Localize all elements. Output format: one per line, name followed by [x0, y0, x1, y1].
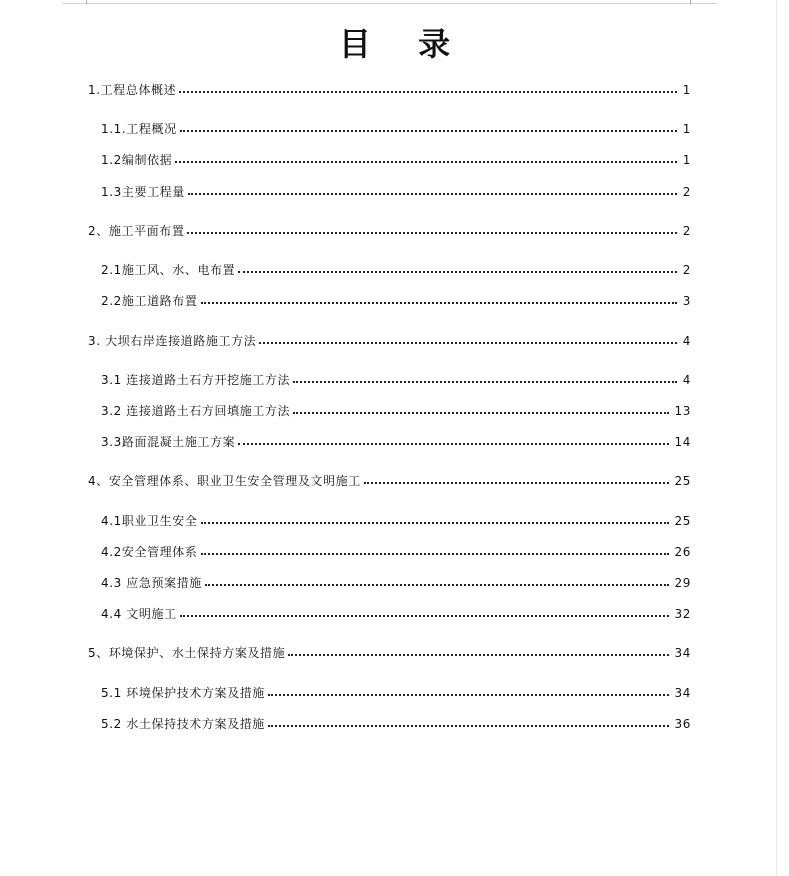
toc-dot-leader: [364, 475, 669, 487]
toc-dot-leader: [175, 154, 676, 166]
toc-entry[interactable]: [101, 184, 691, 200]
toc-entry[interactable]: [88, 223, 691, 239]
toc-dot-leader: [238, 264, 676, 276]
toc-dot-leader: [201, 546, 669, 558]
toc-dot-leader: [188, 186, 677, 198]
toc-page-number: 3: [682, 294, 691, 308]
toc-entry[interactable]: [101, 372, 691, 388]
toc-dot-leader: [180, 123, 677, 135]
toc-page-number: 13: [674, 404, 691, 418]
toc-entry[interactable]: [101, 716, 691, 732]
toc-page-number: 1: [682, 122, 691, 136]
toc-entry-label: 4.4 文明施工: [101, 607, 177, 621]
toc-dot-leader: [201, 295, 677, 307]
toc-entry-label: 1.2编制依据: [101, 153, 173, 167]
toc-dot-leader: [205, 577, 669, 589]
toc-dot-leader: [288, 647, 668, 659]
toc-page-number: 26: [674, 545, 691, 559]
toc-dot-leader: [293, 374, 677, 386]
toc-entry-label: 5.2 水土保持技术方案及措施: [101, 717, 265, 731]
toc-dot-leader: [179, 84, 677, 96]
margin-corner-mark-left: [86, 0, 87, 4]
toc-entry-label: 3.3路面混凝土施工方案: [101, 435, 236, 449]
toc-entry-label: 4.1职业卫生安全: [101, 514, 198, 528]
toc-entry-label: 1.工程总体概述: [88, 83, 177, 97]
toc-dot-leader: [238, 436, 668, 448]
toc-entry[interactable]: [101, 544, 691, 560]
toc-entry-label: 3.2 连接道路土石方回填施工方法: [101, 404, 291, 418]
toc-entry-label: 1.3主要工程量: [101, 185, 185, 199]
toc-page-number: 25: [674, 474, 691, 488]
toc-entry[interactable]: [101, 434, 691, 450]
toc-page-number: 2: [682, 224, 691, 238]
toc-page-number: 1: [682, 153, 691, 167]
toc-entry-label: 2.1施工风、水、电布置: [101, 263, 236, 277]
toc-entry[interactable]: [88, 82, 691, 98]
toc-dot-leader: [180, 608, 669, 620]
toc-entry[interactable]: [101, 262, 691, 278]
toc-entry-label: 2、施工平面布置: [88, 224, 185, 238]
toc-dot-leader: [201, 515, 669, 527]
toc-page-number: 34: [674, 646, 691, 660]
toc-entry-label: 4.2安全管理体系: [101, 545, 198, 559]
toc-page-number: 4: [682, 334, 691, 348]
toc-page-number: 36: [674, 717, 691, 731]
toc-dot-leader: [259, 335, 676, 347]
toc-page-number: 34: [674, 686, 691, 700]
toc-entry[interactable]: [101, 513, 691, 529]
toc-entry[interactable]: [101, 403, 691, 419]
toc-entry-label: 4.3 应急预案措施: [101, 576, 202, 590]
toc-entry-label: 4、安全管理体系、职业卫生安全管理及文明施工: [88, 474, 361, 488]
page-right-edge: [776, 0, 777, 876]
toc-entry[interactable]: [88, 333, 691, 349]
page-top-edge: [62, 3, 717, 4]
toc-entry-label: 1.1.工程概况: [101, 122, 177, 136]
toc-entry-label: 2.2施工道路布置: [101, 294, 198, 308]
toc-page-number: 2: [682, 263, 691, 277]
toc-page-number: 29: [674, 576, 691, 590]
toc-dot-leader: [268, 687, 669, 699]
toc-page-number: 1: [682, 83, 691, 97]
toc-entry-label: 5、环境保护、水土保持方案及措施: [88, 646, 286, 660]
toc-page-number: 2: [682, 185, 691, 199]
toc-dot-leader: [293, 405, 668, 417]
toc-entry[interactable]: [101, 685, 691, 701]
toc-entry-label: 3.1 连接道路土石方开挖施工方法: [101, 373, 291, 387]
toc-entry[interactable]: [101, 152, 691, 168]
toc-entry[interactable]: [88, 645, 691, 661]
toc-entry[interactable]: [101, 121, 691, 137]
toc-entry[interactable]: [101, 606, 691, 622]
toc-entry-label: 5.1 环境保护技术方案及措施: [101, 686, 265, 700]
toc-title: 目 录: [338, 25, 469, 63]
margin-corner-mark-right: [690, 0, 691, 4]
toc-page-number: 4: [682, 373, 691, 387]
toc-entry-label: 3. 大坝右岸连接道路施工方法: [88, 334, 257, 348]
toc-entry[interactable]: [88, 473, 691, 489]
toc-dot-leader: [187, 225, 676, 237]
toc-entry[interactable]: [101, 293, 691, 309]
toc-entry[interactable]: [101, 575, 691, 591]
toc-dot-leader: [268, 718, 669, 730]
toc-page-number: 14: [674, 435, 691, 449]
toc-page-number: 32: [674, 607, 691, 621]
toc-page-number: 25: [674, 514, 691, 528]
